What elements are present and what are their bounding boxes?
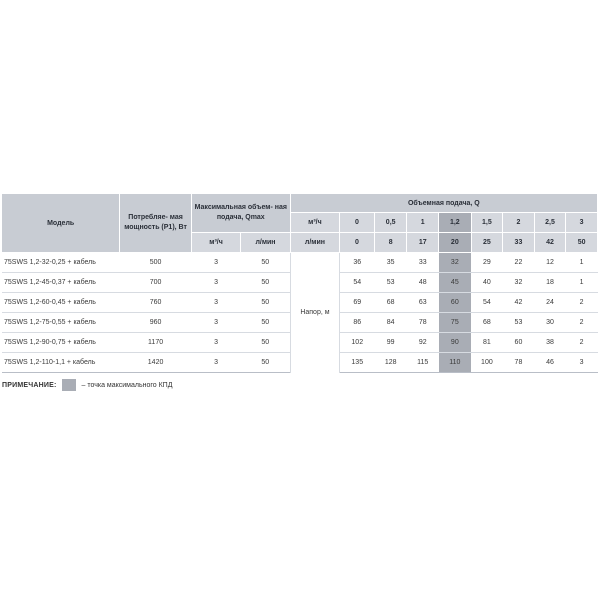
head-value-cell: 128 bbox=[374, 353, 407, 373]
head-value-cell: 81 bbox=[471, 333, 503, 353]
head-value-cell: 2 bbox=[566, 313, 598, 333]
model-cell: 75SWS 1,2-110-1,1 + кабель bbox=[2, 353, 120, 373]
head-value-cell: 135 bbox=[340, 353, 375, 373]
head-value-cell: 53 bbox=[374, 273, 407, 293]
q-m3h-6: 2,5 bbox=[534, 213, 566, 233]
head-value-cell: 18 bbox=[534, 273, 566, 293]
head-value-cell: 100 bbox=[471, 353, 503, 373]
head-value-cell: 24 bbox=[534, 293, 566, 313]
qmax-unit-lmin: л/мин bbox=[241, 233, 290, 253]
power-cell: 500 bbox=[120, 253, 192, 273]
head-value-cell: 36 bbox=[340, 253, 375, 273]
head-value-cell: 54 bbox=[471, 293, 503, 313]
head-value-cell: 90 bbox=[439, 333, 472, 353]
head-value-cell: 42 bbox=[503, 293, 535, 313]
head-value-cell: 12 bbox=[534, 253, 566, 273]
q-m3h-1: 0,5 bbox=[374, 213, 407, 233]
head-value-cell: 60 bbox=[503, 333, 535, 353]
head-value-cell: 33 bbox=[407, 253, 439, 273]
head-value-cell: 35 bbox=[374, 253, 407, 273]
flow-unit-m3h: м³/ч bbox=[290, 213, 339, 233]
head-value-cell: 46 bbox=[534, 353, 566, 373]
q-lmin-1: 8 bbox=[374, 233, 407, 253]
col-header-power: Потребляе- мая мощность (P1), Вт bbox=[120, 194, 192, 253]
head-value-cell: 86 bbox=[340, 313, 375, 333]
model-cell: 75SWS 1,2-60-0,45 + кабель bbox=[2, 293, 120, 313]
head-value-cell: 63 bbox=[407, 293, 439, 313]
power-cell: 1420 bbox=[120, 353, 192, 373]
head-value-cell: 60 bbox=[439, 293, 472, 313]
head-value-cell: 69 bbox=[340, 293, 375, 313]
q-m3h-7: 3 bbox=[566, 213, 598, 233]
qmax-lmin-cell: 50 bbox=[241, 333, 290, 353]
note-text: – точка максимального КПД bbox=[81, 381, 173, 389]
q-m3h-4: 1,5 bbox=[471, 213, 503, 233]
head-value-cell: 54 bbox=[340, 273, 375, 293]
head-value-cell: 84 bbox=[374, 313, 407, 333]
head-value-cell: 78 bbox=[503, 353, 535, 373]
head-value-cell: 115 bbox=[407, 353, 439, 373]
head-value-cell: 53 bbox=[503, 313, 535, 333]
head-value-cell: 78 bbox=[407, 313, 439, 333]
qmax-unit-m3h: м³/ч bbox=[191, 233, 240, 253]
qmax-m3h-cell: 3 bbox=[191, 273, 240, 293]
head-value-cell: 1 bbox=[566, 273, 598, 293]
head-value-cell: 2 bbox=[566, 293, 598, 313]
head-value-cell: 38 bbox=[534, 333, 566, 353]
col-header-flow: Объемная подача, Q bbox=[290, 194, 597, 213]
head-value-cell: 110 bbox=[439, 353, 472, 373]
q-lmin-2: 17 bbox=[407, 233, 439, 253]
head-value-cell: 2 bbox=[566, 333, 598, 353]
qmax-lmin-cell: 50 bbox=[241, 253, 290, 273]
model-cell: 75SWS 1,2-75-0,55 + кабель bbox=[2, 313, 120, 333]
qmax-m3h-cell: 3 bbox=[191, 333, 240, 353]
power-cell: 960 bbox=[120, 313, 192, 333]
head-value-cell: 48 bbox=[407, 273, 439, 293]
q-lmin-7: 50 bbox=[566, 233, 598, 253]
head-value-cell: 45 bbox=[439, 273, 472, 293]
head-value-cell: 40 bbox=[471, 273, 503, 293]
q-lmin-3: 20 bbox=[439, 233, 472, 253]
head-value-cell: 3 bbox=[566, 353, 598, 373]
q-m3h-2: 1 bbox=[407, 213, 439, 233]
max-efficiency-swatch bbox=[62, 379, 76, 391]
qmax-m3h-cell: 3 bbox=[191, 253, 240, 273]
qmax-m3h-cell: 3 bbox=[191, 293, 240, 313]
q-lmin-4: 25 bbox=[471, 233, 503, 253]
power-cell: 700 bbox=[120, 273, 192, 293]
head-value-cell: 102 bbox=[340, 333, 375, 353]
q-m3h-3: 1,2 bbox=[439, 213, 472, 233]
head-label: Напор, м bbox=[290, 253, 339, 373]
power-cell: 760 bbox=[120, 293, 192, 313]
legend-note bbox=[2, 378, 172, 392]
note-label: ПРИМЕЧАНИЕ: bbox=[2, 381, 57, 389]
qmax-m3h-cell: 3 bbox=[191, 353, 240, 373]
pump-performance-table bbox=[2, 194, 598, 373]
head-value-cell: 32 bbox=[503, 273, 535, 293]
q-lmin-6: 42 bbox=[534, 233, 566, 253]
head-value-cell: 68 bbox=[374, 293, 407, 313]
qmax-m3h-cell: 3 bbox=[191, 313, 240, 333]
head-value-cell: 29 bbox=[471, 253, 503, 273]
qmax-lmin-cell: 50 bbox=[241, 353, 290, 373]
model-cell: 75SWS 1,2-45-0,37 + кабель bbox=[2, 273, 120, 293]
table-row bbox=[2, 253, 598, 273]
qmax-lmin-cell: 50 bbox=[241, 293, 290, 313]
model-cell: 75SWS 1,2-90-0,75 + кабель bbox=[2, 333, 120, 353]
head-value-cell: 32 bbox=[439, 253, 472, 273]
qmax-lmin-cell: 50 bbox=[241, 313, 290, 333]
col-header-model: Модель bbox=[2, 194, 120, 253]
head-value-cell: 68 bbox=[471, 313, 503, 333]
q-m3h-0: 0 bbox=[340, 213, 375, 233]
head-value-cell: 30 bbox=[534, 313, 566, 333]
qmax-lmin-cell: 50 bbox=[241, 273, 290, 293]
head-value-cell: 22 bbox=[503, 253, 535, 273]
flow-unit-lmin: л/мин bbox=[290, 233, 339, 253]
head-value-cell: 75 bbox=[439, 313, 472, 333]
power-cell: 1170 bbox=[120, 333, 192, 353]
head-value-cell: 1 bbox=[566, 253, 598, 273]
head-value-cell: 99 bbox=[374, 333, 407, 353]
model-cell: 75SWS 1,2-32-0,25 + кабель bbox=[2, 253, 120, 273]
col-header-max-flow: Максимальная объем- ная подача, Qmax bbox=[191, 194, 290, 233]
head-value-cell: 92 bbox=[407, 333, 439, 353]
q-m3h-5: 2 bbox=[503, 213, 535, 233]
q-lmin-5: 33 bbox=[503, 233, 535, 253]
q-lmin-0: 0 bbox=[340, 233, 375, 253]
